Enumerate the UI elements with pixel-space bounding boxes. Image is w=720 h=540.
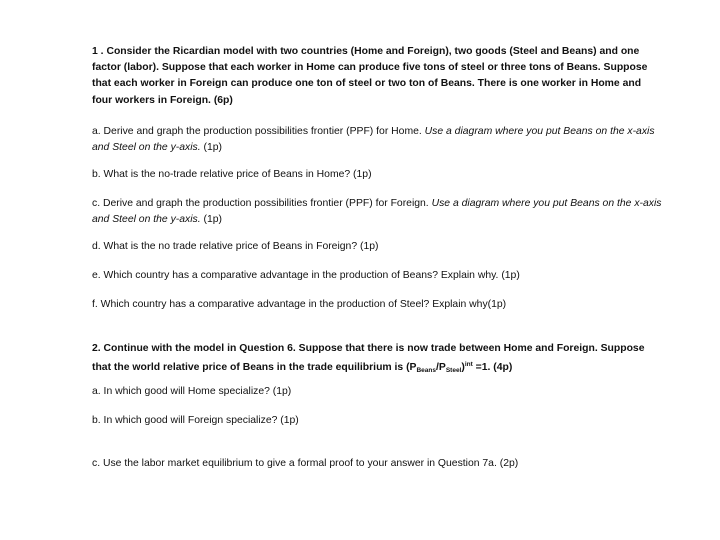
question-1c-instruction: Use a diagram where you put Beans on the x-axis and Steel on the y-axis. bbox=[92, 198, 662, 226]
question-1a-text: a. Derive and graph the production possibilities frontier (PPF) for Home. bbox=[92, 126, 425, 137]
price-paren-close: ) bbox=[461, 362, 465, 374]
question-1b: b. What is the no-trade relative price of Beans in Home? (1p) bbox=[92, 169, 372, 180]
price-beans-subscript: Beans bbox=[416, 367, 436, 375]
question-1f: f. Which country has a comparative advantage in the production of Steel? Explain why(1p) bbox=[92, 299, 507, 310]
question-1-intro bbox=[92, 44, 664, 109]
question-1a-instruction: Use a diagram where you put Beans on the x-axis and Steel on the y-axis. bbox=[92, 126, 655, 154]
question-2b: b. In which good will Foreign specialize? (1p) bbox=[92, 415, 299, 426]
question-1e: e. Which country has a comparative advantage in the production of Beans? Explain why. (1p) bbox=[92, 270, 520, 281]
price-divider: /P bbox=[436, 362, 446, 374]
question-2-intro bbox=[92, 341, 664, 379]
question-2a: a. In which good will Home specialize? (1p) bbox=[92, 386, 292, 397]
question-1a bbox=[92, 124, 664, 156]
price-int-superscript: int bbox=[464, 361, 473, 369]
question-1c-text: c. Derive and graph the production possibilities frontier (PPF) for Foreign. bbox=[92, 198, 432, 209]
question-2c: c. Use the labor market equilibrium to give a formal proof to your answer in Question 7a. (2p) bbox=[92, 458, 519, 469]
question-1a-points: (1p) bbox=[200, 142, 222, 154]
price-steel-subscript: Steel bbox=[445, 367, 462, 375]
question-1c-points: (1p) bbox=[200, 214, 222, 226]
question-1-intro-text: 1 . Consider the Ricardian model with two countries (Home and Foreign), two goods (Steel and Beans) and one factor (labor). Suppose that each worker in Home can produce five tons of steel or three tons of Beans. Suppose that each worker in Foreign can produce one ton of steel or two ton of Beans. There is one worker in Home and four workers in Foreign. (6p) bbox=[92, 46, 648, 106]
question-1d: d. What is the no trade relative price of Beans in Foreign? (1p) bbox=[92, 241, 379, 252]
question-2-intro-tail: =1. (4p) bbox=[472, 362, 513, 374]
question-2-intro-text: 2. Continue with the model in Question 6. Suppose that there is now trade between Home and Foreign. Suppose that the world relative price of Beans in the trade equilibrium is (P bbox=[92, 343, 645, 374]
question-1c bbox=[92, 196, 664, 228]
